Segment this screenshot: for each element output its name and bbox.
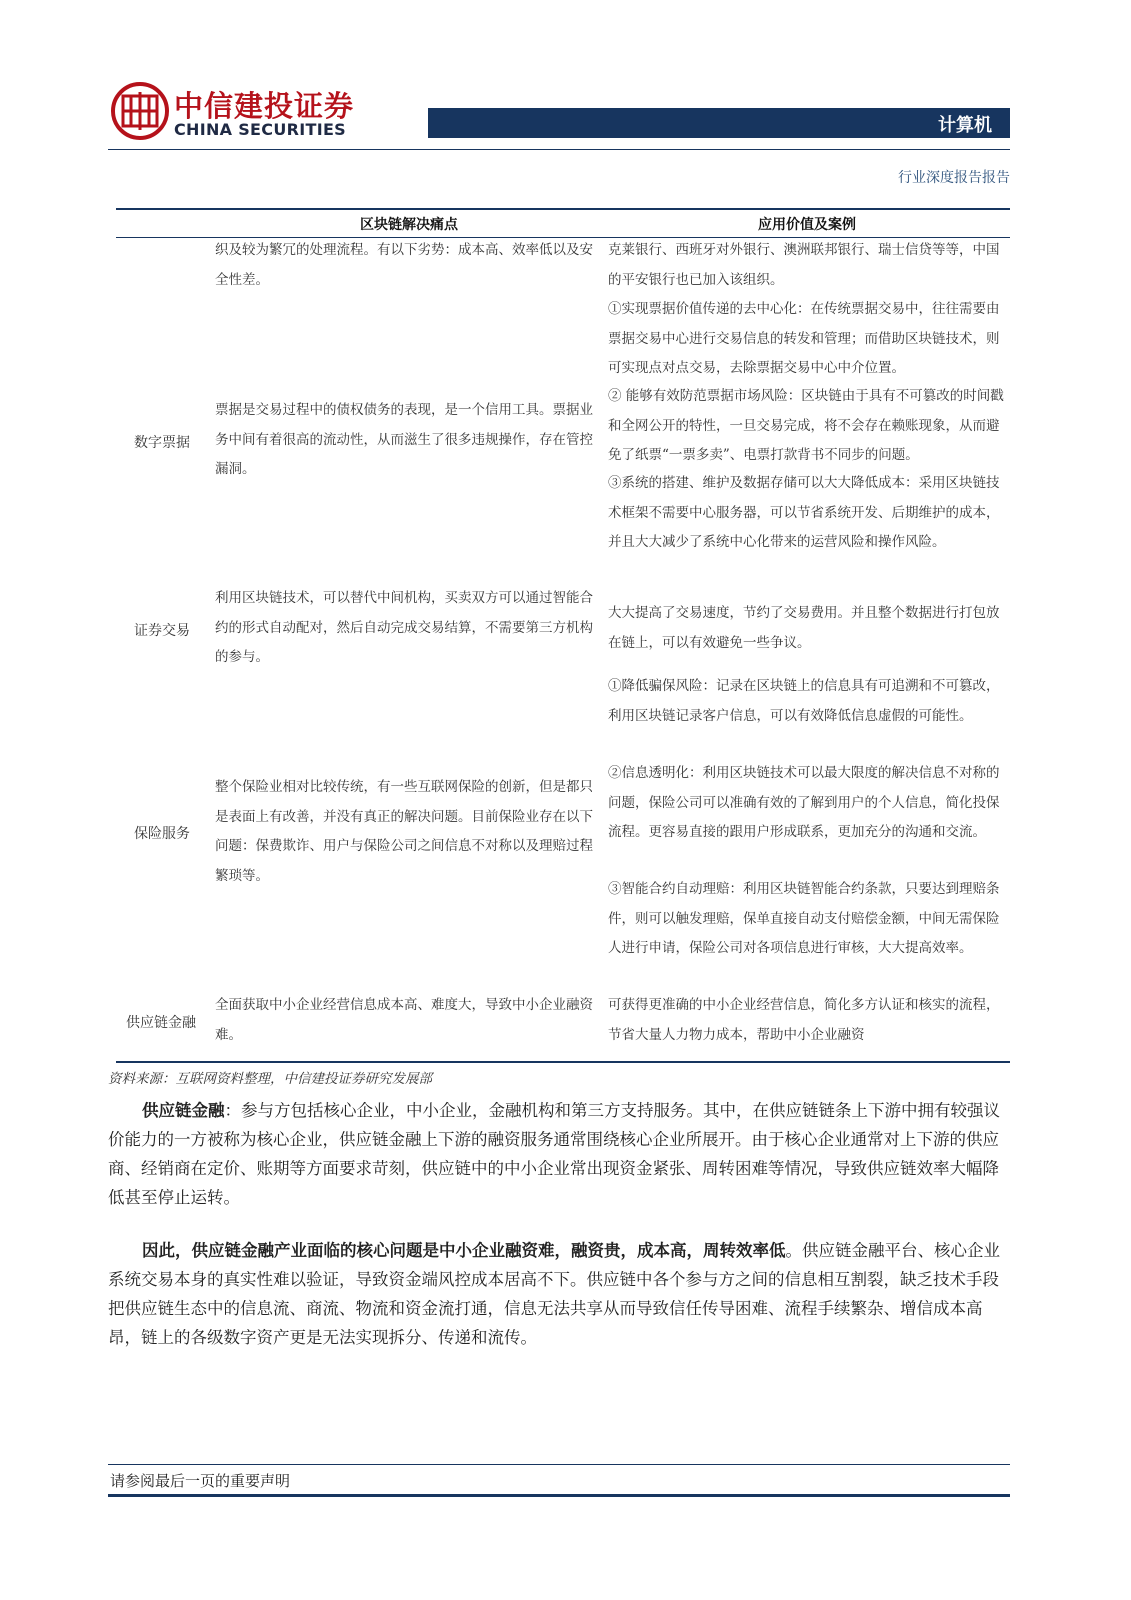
table-cell-pain: 全面获取中小企业经营信息成本高、难度大，导致中小企业融资难。 — [215, 997, 593, 1043]
footer-bar — [108, 1494, 1010, 1497]
table-cell-value: ③智能合约自动理赔：利用区块链智能合约条款，只要达到理赔条件，则可以触发理赔，保单直接自动支付赔偿金额，中间无需保险人进行申请，保险公司对各项信息进行审核，大大提高效率。 — [608, 881, 1000, 956]
footer-divider — [108, 1464, 1010, 1465]
section-band — [428, 108, 1010, 138]
logo-chinese-name: 中信建投证券 — [174, 89, 355, 123]
section-title: 计算机 — [938, 115, 992, 136]
table-bottom-rule — [116, 1061, 1010, 1063]
table-cell-value: 可获得更准确的中小企业经营信息，简化多方认证和核实的流程，节省大量人力物力成本，帮助中小企业融资 — [608, 997, 1000, 1043]
table-cell-value: ③系统的搭建、维护及数据存储可以大大降低成本：采用区块链技术框架不需要中心服务器，可以节省系统开发、后期维护的成本，并且大大减少了系统中心化带来的运营风险和操作风险。 — [608, 475, 1000, 550]
table-cell-value: 大大提高了交易速度，节约了交易费用。并且整个数据进行打包放在链上，可以有效避免一些争议。 — [608, 605, 1000, 651]
body-paragraph — [108, 1096, 1012, 1212]
footer-notice: 请参阅最后一页的重要声明 — [110, 1472, 291, 1490]
table-cell-value: ②信息透明化：利用区块链技术可以最大限度的解决信息不对称的问题，保险公司可以准确有效的了解到用户的个人信息，简化投保流程。更容易直接的跟用户形成联系，更加充分的沟通和交流。 — [608, 765, 1000, 840]
table-header-value: 应用价值及案例 — [758, 217, 856, 233]
table-row-label: 供应链金融 — [126, 1015, 196, 1031]
table-cell-pain: 整个保险业相对比较传统，有一些互联网保险的创新，但是都只是表面上有改善，并没有真正的解决问题。目前保险业存在以下问题：保费欺诈、用户与保险公司之间信息不对称以及理赔过程繁琐等。 — [215, 779, 593, 884]
table-cell-value: 克莱银行、西班牙对外银行、澳洲联邦银行、瑞士信贷等等，中国的平安银行也已加入该组织。 — [608, 242, 1000, 288]
paragraph-text: ：参与方包括核心企业，中小企业，金融机构和第三方支持服务。其中，在供应链链条上下游中拥有较强议价能力的一方被称为核心企业，供应链金融上下游的融资服务通常围绕核心企业所展开。由于核心企业通常对上下游的供应商、经销商在定价、账期等方面要求苛刻，供应链中的中小企业常出现资金紧张、周转困难等情况，导致供应链效率大幅降低甚至停止运转。 — [108, 1101, 1000, 1207]
table-top-rule — [116, 208, 1010, 210]
report-type: 行业深度报告报告 — [898, 170, 1010, 186]
table-cell-value: ①实现票据价值传递的去中心化：在传统票据交易中，往往需要由票据交易中心进行交易信息的转发和管理；而借助区块链技术，则可实现点对点交易，去除票据交易中心中介位置。 — [608, 301, 1000, 376]
table-source-note: 资料来源：互联网资料整理，中信建投证券研究发展部 — [108, 1071, 432, 1087]
company-seal-icon — [111, 82, 169, 140]
body-paragraph — [108, 1236, 1012, 1352]
company-logo — [111, 82, 371, 142]
table-cell-pain: 票据是交易过程中的债权债务的表现，是一个信用工具。票据业务中间有着很高的流动性，从而滋生了很多违规操作，存在管控漏洞。 — [215, 402, 593, 477]
logo-english-name: CHINA SECURITIES — [174, 120, 347, 139]
paragraph-lead: 供应链金融 — [142, 1101, 225, 1120]
paragraph-lead: 因此，供应链金融产业面临的核心问题是中小企业融资难，融资贵，成本高，周转效率低 — [142, 1241, 786, 1260]
table-row-label: 保险服务 — [134, 826, 190, 842]
table-row-label: 数字票据 — [134, 435, 190, 451]
table-header-pain: 区块链解决痛点 — [360, 217, 458, 233]
table-cell-value: ② 能够有效防范票据市场风险：区块链由于具有不可篡改的时间戳和全网公开的特性，一旦交易完成，将不会存在赖账现象，从而避免了纸票“一票多卖”、电票打款背书不同步的问题。 — [608, 388, 1004, 463]
table-row-label: 证券交易 — [134, 623, 190, 639]
paragraph-text: 。供应链金融平台、核心企业系统交易本身的真实性难以验证，导致资金端风控成本居高不下。供应链中各个参与方之间的信息相互割裂，缺乏技术手段把供应链生态中的信息流、商流、物流和资金流打通，信息无法共享从而导致信任传导困难、流程手续繁杂、增信成本高昂，链上的各级数字资产更是无法实现拆分、传递和流传。 — [108, 1241, 1000, 1347]
table-cell-pain: 织及较为繁冗的处理流程。有以下劣势：成本高、效率低以及安全性差。 — [215, 242, 593, 288]
header-divider — [108, 149, 1010, 150]
table-cell-value: ①降低骗保风险：记录在区块链上的信息具有可追溯和不可篡改，利用区块链记录客户信息，可以有效降低信息虚假的可能性。 — [608, 678, 1000, 724]
table-cell-pain: 利用区块链技术，可以替代中间机构，买卖双方可以通过智能合约的形式自动配对，然后自动完成交易结算，不需要第三方机构的参与。 — [215, 590, 593, 665]
